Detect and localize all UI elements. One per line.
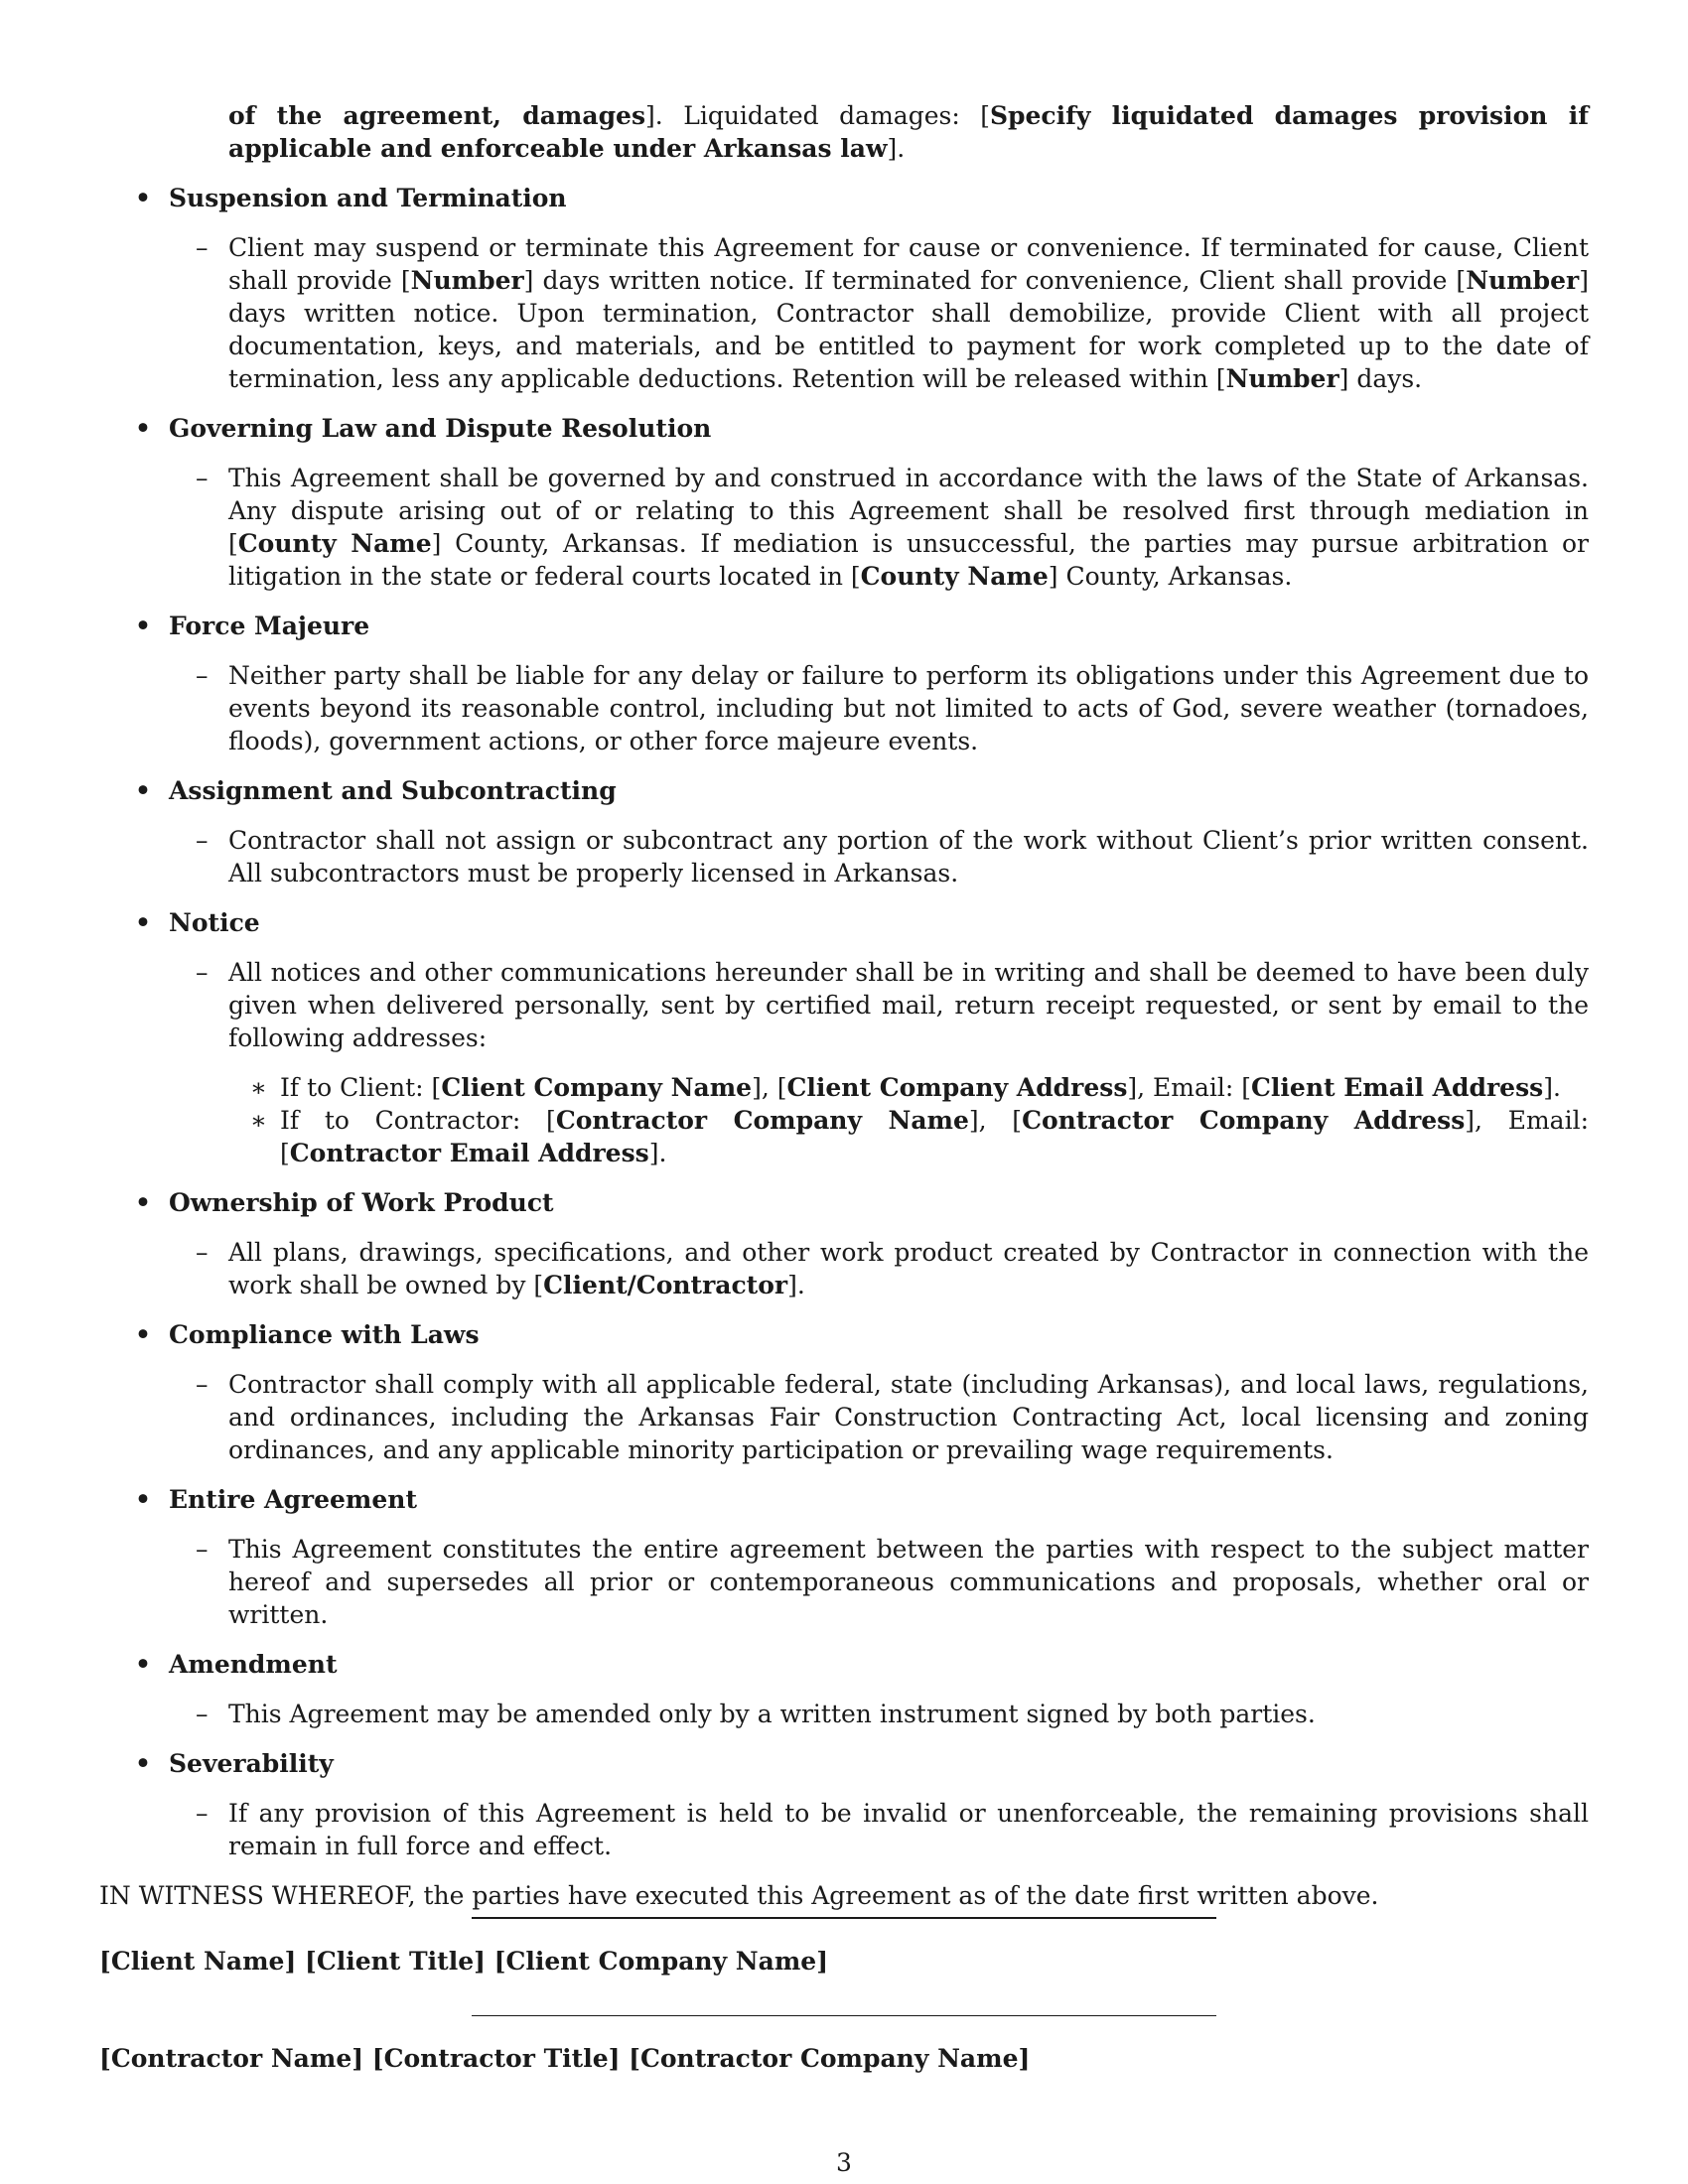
section-item: – Client may suspend or terminate this Agreement for cause or convenience. If terminated for cause, Client shall provide [Number] days written notice. If terminated for convenience, Client shall provide [Number] days written notice. Upon termination, Contractor shall demobilize, provide Client with all project documentation, keys, and materials, and be entitled to payment for work completed up to the date of termination, less any applicable deductions. Retention will be released within [Number] days.: [196, 233, 1589, 393]
bullet-icon: •: [135, 1650, 151, 1679]
section-compliance: [99, 1318, 1589, 1466]
bullet-icon: •: [135, 184, 151, 212]
client-signature-line: [472, 1917, 1216, 1919]
dash-icon: –: [196, 1370, 209, 1399]
section-item: – Contractor shall comply with all applicable federal, state (including Arkansas), and local laws, regulations, and ordinances, including the Arkansas Fair Construction Contracting Act, local licensing and zoning ordinances, and any applicable minority participation or prevailing wage requirements.: [196, 1370, 1589, 1464]
section-notice: [99, 906, 1589, 1169]
section-title: • Suspension and Termination: [135, 184, 567, 212]
dash-icon: –: [196, 1535, 209, 1564]
section-title: • Governing Law and Dispute Resolution: [135, 414, 712, 443]
section-severability: [99, 1747, 1589, 1862]
dash-icon: –: [196, 1238, 209, 1267]
dash-icon: –: [196, 1799, 209, 1828]
section-title: • Amendment: [135, 1650, 338, 1679]
section-item: – All notices and other communications hereunder shall be in writing and shall be deemed to have been duly given when delivered personally, sent by certified mail, return receipt requested, or sent by email to the following addresses:: [196, 958, 1589, 1052]
section-title: • Compliance with Laws: [135, 1320, 480, 1349]
dash-icon: –: [196, 826, 209, 855]
dash-icon: –: [196, 1700, 209, 1728]
star-icon: ∗: [250, 1073, 267, 1102]
section-title: • Ownership of Work Product: [135, 1188, 554, 1217]
section-item: – This Agreement shall be governed by and construed in accordance with the laws of the State of Arkansas. Any dispute arising out of or relating to this Agreement shall be resolved first through mediation in [County Name] County, Arkansas. If mediation is unsuccessful, the parties may pursue arbitration or litigation in the state or federal courts located in [County Name] County, Arkansas.: [196, 464, 1589, 591]
notice-addresses: [99, 1071, 1589, 1169]
bullet-icon: •: [135, 1320, 151, 1349]
section-item: – If any provision of this Agreement is held to be invalid or unenforceable, the remaining provisions shall remain in full force and effect.: [196, 1799, 1589, 1860]
contractor-signature-block: [Contractor Name] [Contractor Title] [Contractor Company Name]: [99, 2044, 1031, 2073]
section-title: • Assignment and Subcontracting: [135, 776, 617, 805]
client-signature-block: [Client Name] [Client Title] [Client Company Name]: [99, 1947, 829, 1976]
bullet-icon: •: [135, 612, 151, 640]
section-title: • Entire Agreement: [135, 1485, 417, 1514]
witness-statement: IN WITNESS WHEREOF, the parties have executed this Agreement as of the date first written above.: [99, 1881, 1379, 1910]
section-governing-law: [99, 412, 1589, 593]
dash-icon: –: [196, 958, 209, 987]
section-ownership: [99, 1186, 1589, 1301]
dash-icon: –: [196, 233, 209, 262]
notice-contractor-address: ∗ If to Contractor: [Contractor Company Name], [Contractor Company Address], Email: [Contractor Email Address].: [250, 1106, 1589, 1167]
bullet-icon: •: [135, 1485, 151, 1514]
contractor-signature-line: [472, 2015, 1216, 2016]
section-item: – This Agreement constitutes the entire agreement between the parties with respect to the subject matter hereof and supersedes all prior or contemporaneous communications and proposals, whether oral or written.: [196, 1535, 1589, 1629]
section-title: • Severability: [135, 1749, 334, 1778]
bullet-icon: •: [135, 908, 151, 937]
section-suspension-termination: [99, 182, 1589, 395]
page-number: 3: [836, 2148, 852, 2177]
star-icon: ∗: [250, 1106, 267, 1135]
section-force-majeure: [99, 610, 1589, 757]
section-item: – Contractor shall not assign or subcontract any portion of the work without Client’s prior written consent. All subcontractors must be properly licensed in Arkansas.: [196, 826, 1589, 887]
dash-icon: –: [196, 661, 209, 690]
section-assignment: [99, 774, 1589, 889]
bold-text: of the agreement, damages: [228, 101, 646, 130]
bullet-icon: •: [135, 414, 151, 443]
placeholder-text: Specify liquidated damages provision if applicable and enforceable under Arkansas law: [228, 101, 1589, 163]
dash-icon: –: [196, 464, 209, 492]
notice-client-address: ∗ If to Client: [Client Company Name], [Client Company Address], Email: [Client Email Address].: [250, 1073, 1561, 1102]
section-entire-agreement: [99, 1483, 1589, 1631]
document-body: [99, 99, 1589, 1912]
bullet-icon: •: [135, 1749, 151, 1778]
bullet-icon: •: [135, 1188, 151, 1217]
section-title: • Notice: [135, 908, 260, 937]
section-item: – All plans, drawings, specifications, and other work product created by Contractor in connection with the work shall be owned by [Client/Contractor].: [196, 1238, 1589, 1299]
section-amendment: [99, 1648, 1589, 1730]
continued-paragraph: of the agreement, damages]. Liquidated damages: [Specify liquidated damages provision if applicable and enforceable under Arkansas law].: [228, 101, 1589, 163]
section-item: – This Agreement may be amended only by a written instrument signed by both parties.: [196, 1700, 1316, 1728]
bullet-icon: •: [135, 776, 151, 805]
section-item: – Neither party shall be liable for any delay or failure to perform its obligations under this Agreement due to events beyond its reasonable control, including but not limited to acts of God, severe weather (tornadoes, floods), government actions, or other force majeure events.: [196, 661, 1589, 755]
section-title: • Force Majeure: [135, 612, 370, 640]
